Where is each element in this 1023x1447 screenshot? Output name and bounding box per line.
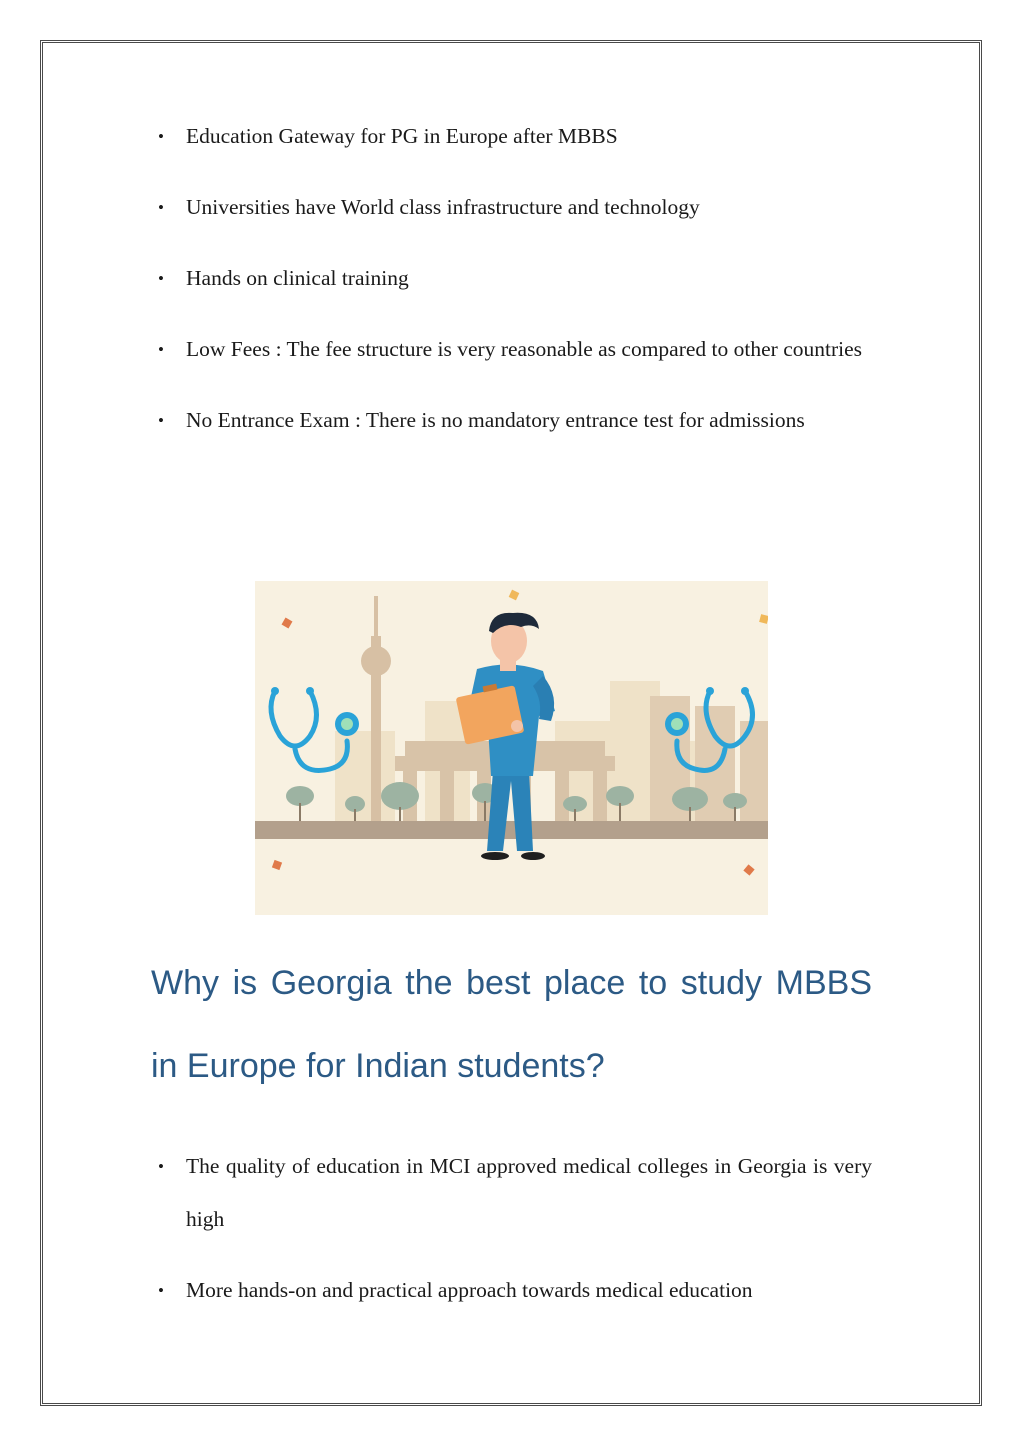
bullet-icon: •: [158, 127, 164, 146]
doctor-illustration: [255, 581, 768, 915]
list-item: [158, 110, 872, 163]
list-item-text: Education Gateway for PG in Europe after MBBS: [186, 124, 618, 148]
bullet-icon: •: [158, 269, 164, 288]
list-item: [158, 323, 872, 376]
list-item: [158, 181, 872, 234]
section-heading: Why is Georgia the best place to study MBBS in Europe for Indian students?: [151, 964, 872, 1085]
bullet-icon: •: [158, 198, 164, 217]
ground: [255, 821, 768, 839]
list-item-text: No Entrance Exam : There is no mandatory entrance test for admissions: [186, 408, 805, 432]
list-item-text: The quality of education in MCI approved medical colleges in Georgia is very high: [186, 1154, 872, 1231]
bullet-icon: •: [158, 340, 164, 359]
list-item-text: More hands-on and practical approach towards medical education: [186, 1278, 753, 1302]
list-item-text: Universities have World class infrastructure and technology: [186, 195, 700, 219]
list-item-text: Hands on clinical training: [186, 266, 409, 290]
benefits-list: [158, 110, 872, 447]
bullet-icon: •: [158, 1281, 164, 1300]
list-item: [158, 1140, 872, 1246]
georgia-reasons-list: [158, 1140, 872, 1317]
bullet-icon: •: [158, 411, 164, 430]
doctor-illustration-svg: [255, 581, 768, 915]
list-item: [158, 394, 872, 447]
list-item: [158, 1264, 872, 1317]
list-item: [158, 252, 872, 305]
bullet-icon: •: [158, 1157, 164, 1176]
list-item-text: Low Fees : The fee structure is very reasonable as compared to other countries: [186, 337, 863, 361]
